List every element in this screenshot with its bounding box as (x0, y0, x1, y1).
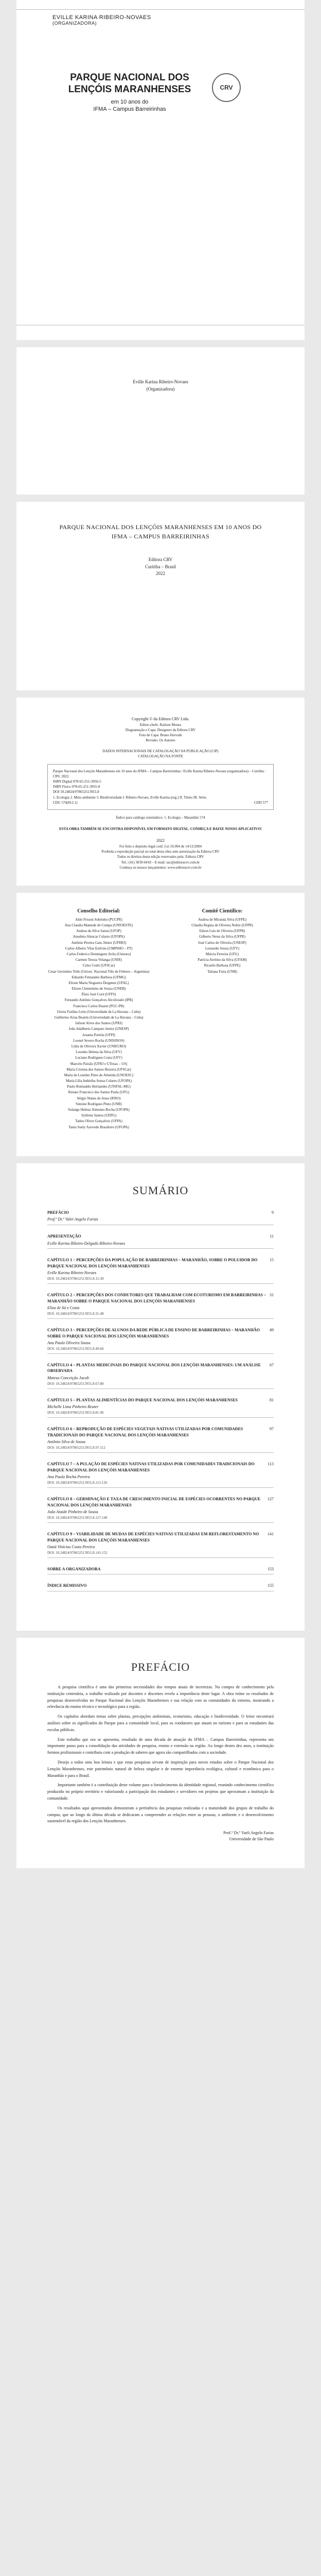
toc-title: SUMÁRIO (132, 1183, 189, 1197)
credits-block (47, 722, 274, 743)
toc-entry-divider (47, 1318, 274, 1319)
toc-entry[interactable] (47, 1233, 274, 1249)
editorial-member: Aldo Frisoni Sobrinho (PUCPR) (75, 917, 122, 922)
cip-subheader: CATALOGAÇÃO NA FONTE (138, 754, 183, 758)
toc-entry-doi[interactable]: DOI: 10.24824/978652513955.8.81-96 (47, 1411, 104, 1415)
toc-entry-page: 141 (268, 1531, 274, 1536)
toc-entry-author: Prof.º Dr.º Valei Angelo Farias (47, 1217, 98, 1222)
toc-entry-doi[interactable]: DOI: 10.24824/978652513955.8.49-66 (47, 1346, 104, 1351)
cip-box (47, 764, 274, 810)
toc-entry-head (47, 1210, 274, 1216)
toc-entry-page: 153 (268, 1566, 274, 1571)
editorial-member: Andrea da Silva Sansá (UFOP) (76, 929, 121, 934)
title-page-publisher-block (58, 556, 263, 578)
editorial-member: Maria de Lourdes Pinto de Almeida (UNOESC) (64, 1073, 134, 1077)
toc-entry-author: Eville Karina Ribeiro-Novaes (47, 1270, 97, 1276)
toc-entry-head (47, 1257, 274, 1269)
toc-entry-head (47, 1292, 274, 1304)
toc-entry[interactable] (47, 1292, 274, 1319)
toc-entry-page: 155 (268, 1583, 274, 1588)
half-title-role: (Organizadora) (146, 386, 175, 392)
toc-entry-title: APRESENTAÇÃO (47, 1233, 81, 1239)
contact-line: Tel.: (41) 3039-6418 – E-mail: sac@editoracrv.com.br (121, 860, 200, 865)
credit-line: Foto de Capa: Bruno Horvath (139, 733, 182, 738)
preface-body (47, 1684, 274, 1825)
cip-isbn-digital: ISBN Digital 978-65-251-3956-5 (53, 779, 101, 784)
toc-entry[interactable] (47, 1566, 274, 1575)
toc-entry-title: CAPÍTULO 5 – PLANTAS ALIMENTÍCIAS DO PARQUE NACIONAL DOS LENÇÓIS MARANHENSES (47, 1397, 238, 1402)
editorial-council-list (47, 917, 150, 1130)
editorial-member: Eduardo Fernandes Barbosa (UFMG) (72, 975, 126, 979)
preface-paragraph: Os capítulos abordam temas sobre plantas, percepções ambientais, ecoturismo, educação e biodiversidade. O leitor encontrará análises sobre os significados do Parque para a comunidade local, para os condutores que atuam no turismo e para os estudantes das escolas públicas. (47, 1714, 274, 1732)
editorial-member: Elizeu Clementino de Souza (UNEB) (72, 987, 126, 991)
publisher-logo (212, 73, 241, 102)
toc-entry-title: CAPÍTULO 4 – PLANTAS MEDICINAIS DO PARQUE NACIONAL DOS LENÇÓIS MARANHENSES: UM ANÁLISE OBSERVADA (47, 1362, 261, 1374)
toc-entry[interactable] (47, 1583, 274, 1591)
toc-entry-page: 49 (270, 1327, 274, 1332)
cip-header: DADOS INTERNACIONAIS DE CATALOGAÇÃO NA PUBLICAÇÃO (CIP) (102, 749, 219, 753)
toc-entry-doi[interactable]: DOI: 10.24824/978652513955.8.31-48 (47, 1311, 104, 1316)
editorial-member: Jailson Alves dos Santos (UFRJ) (75, 1021, 122, 1026)
editorial-member: Lídia de Oliveira Xavier (UNIEURO) (71, 1044, 127, 1048)
toc-entry-divider (47, 1452, 274, 1453)
preface-title: PREFÁCIO (131, 1660, 190, 1674)
scientific-committee-list (171, 917, 274, 975)
preface-signature-block (47, 1830, 274, 1842)
site-line: Conheça os nossos lançamentos: www.editoracrv.com.br (119, 865, 202, 870)
toc-entry-title: SOBRE A ORGANIZADORA (47, 1566, 101, 1571)
toc-entry-author: Antônio Silva de Sousa (47, 1439, 85, 1445)
table-of-contents (16, 1156, 305, 1631)
toc-entry-doi[interactable]: DOI: 10.24824/978652513955.8.67-80 (47, 1381, 104, 1386)
toc-entry-author: Mateus Conceição Jacob (47, 1376, 89, 1381)
editorial-member: Leonel Severo Rocha (UNISINOS) (73, 1038, 124, 1043)
editorial-member: João Adalberto Campato Junior (UNESP) (68, 1027, 129, 1031)
toc-entry-page: 81 (270, 1397, 274, 1402)
toc-entry-divider (47, 1388, 274, 1389)
rights-line: Proibida a reprodução parcial ou total desta obra sem autorização da Editora CRV (101, 850, 220, 854)
rights-line-2: Todos os direitos desta edição reservados pela: Editora CRV (117, 855, 204, 859)
toc-entry-title: CAPÍTULO 3 – PERCEPÇÕES DE ALUNOS DA REDE PÚBLICA DE ENSINO DE BARREIRINHAS – MARANHÃO SOBRE O PARQUE NACIONAL DOS LENÇÓIS MARANHENSES (47, 1327, 260, 1338)
editorial-council (47, 908, 150, 1130)
cip-isbn-print: ISBN Físico 978-65-251-3955-8 (53, 785, 100, 789)
cover-subtitle: em 10 anos do (111, 98, 149, 105)
council-page (16, 886, 305, 1156)
toc-entry-page: 11 (270, 1233, 274, 1239)
toc-entry-title: CAPÍTULO 1 – PERCEPÇÕES DA POPULAÇÃO DE BARREIRINHAS – MARANHÃO, SOBRE O POLUIDOR DO PARQUE NACIONAL DOS LENÇÓIS MARANHENSES (47, 1258, 258, 1268)
toc-entry-divider (47, 1487, 274, 1488)
half-title-name: Eville Karina Ribeiro-Novaes (133, 379, 188, 384)
toc-entry-title: CAPÍTULO 6 – REPRODUÇÃO DE ESPÉCIES VEGETAIS NATIVAS UTILIZADAS POR COMUNIDADES TRADICIONAIS DO PARQUE NACIONAL DOS LENÇÓIS MARANHENSES (47, 1427, 243, 1437)
toc-entry-page: 9 (272, 1210, 274, 1215)
toc-entry-author: Eville Karina Ribeiro-Delgado Ribeiro-Novaes (47, 1241, 126, 1246)
editorial-member: Elione Maria Nogueira Diogenes (UFAL) (68, 980, 129, 985)
toc-entry-head (47, 1496, 274, 1508)
toc-entry[interactable] (47, 1496, 274, 1523)
editorial-member: Sydione Santos (UEPG) (81, 1113, 117, 1118)
credit-line: Editor-chefe: Railson Moura (139, 723, 182, 727)
title-page (16, 495, 305, 690)
editorial-member: Lourdes Helena da Silva (UFV) (76, 1050, 122, 1055)
half-title-page (16, 340, 305, 495)
editorial-member: Sérgio Nunes de Jesus (IFRO) (77, 1096, 121, 1100)
toc-entry-title: CAPÍTULO 9 – VIABILIDADE DE MUDAS DE ESPÉCIES NATIVAS UTILIZADAS EM REFLORESTAMENTO NO PARQUE NACIONAL DOS LENÇÓIS MARANHENSES (47, 1531, 259, 1543)
cip-cdd: CDD 577 (254, 800, 268, 805)
document-page (16, 0, 305, 1868)
toc-entry-doi[interactable]: DOI: 10.24824/978652513955.8.113-126 (47, 1480, 108, 1485)
toc-entry[interactable] (47, 1327, 274, 1354)
editorial-member: Tadeu Oliver Gonçalves (UFPA) (75, 1119, 122, 1124)
title-page-title: PARQUE NACIONAL DOS LENÇÓIS MARANHENSES EM 10 ANOS DO IFMA – CAMPUS BARREIRINHAS (59, 523, 262, 540)
scientific-member: Andrea de Miranda Silva (UFPE) (198, 917, 247, 922)
toc-entry-title: PREFÁCIO (47, 1210, 69, 1215)
legal-deposit: Foi feito o depósito legal conf. Lei 10.994 de 14/12/2004 (119, 844, 202, 849)
editorial-member: Carmen Tereza Velanga (UNIR) (75, 958, 122, 962)
catalog-page (16, 690, 305, 886)
title-page-year: 2022 (156, 571, 165, 576)
publisher-logo-text: CRV (220, 84, 233, 91)
toc-entry-page: 127 (268, 1496, 274, 1501)
credit-line: Revisão: Os Autores (146, 738, 175, 743)
editorial-member: Maria Cristina dos Santos Bezerra (UFSCar) (66, 1067, 131, 1072)
toc-entry-page: 31 (270, 1293, 274, 1298)
preface-paragraph: A pesquisa científica é uma das primeiras necessidades dos tempos atuais de incertezas. Na compra de conhecimento pela instituição centenária, o trabalho realizado por docentes e discentes revela a importância deste lugar. A obra reúne os resultados de pesquisas desenvolvidas no Parque Nacional dos Lençóis Maranhenses e sua relação com as comunidades do entorno, mostrando a relevância do ensino técnico e tecnológico para a região. (47, 1685, 274, 1709)
toc-entry-page: 113 (268, 1462, 274, 1467)
toc-entry[interactable] (47, 1362, 274, 1389)
toc-entry-head (47, 1327, 274, 1339)
cover-subtitle2: IFMA – Campus Barreirinhas (93, 106, 166, 112)
copyright-line: Copyright © da Editora CRV Ltda. (132, 717, 189, 721)
toc-entry-author: João Ataíde Pinheiro de Sousa (47, 1510, 98, 1515)
scientific-committee-title: Comitê Científico: (202, 908, 243, 914)
toc-entry-page: 67 (270, 1362, 274, 1367)
toc-entry[interactable] (47, 1397, 274, 1418)
toc-entry-head (47, 1531, 274, 1543)
preface-paragraph: Desejo a todos uma boa leitura e que estas pesquisas sirvam de inspiração para novos estudos sobre o Parque Nacional dos Lençóis Maranhenses, este patrimônio natural de beleza singular e de enorme importância ecológica, cultural e econômica para o Maranhão e para o Brasil. (47, 1759, 274, 1778)
toc-entry-author: Eliza de Sá e Costa (47, 1306, 80, 1311)
editorial-member: Solange Helena Ximenes-Rocha (UFOPA) (68, 1108, 130, 1112)
editorial-member: Renato Francisco dos Santos Paula (UFG) (68, 1090, 130, 1095)
scientific-member: Edson Luís de Oliveira (UFPR) (199, 929, 245, 934)
editorial-member: Gloria Fariñas León (Universidade de La Havana – Cuba) (57, 1009, 141, 1014)
catalog-index: Índice para catálogo sistemático: 1. Ecologia – Maranhão 574 (116, 815, 205, 820)
toc-entry-doi[interactable]: DOI: 10.24824/978652513955.8.97-112 (47, 1445, 105, 1450)
toc-entry[interactable] (47, 1531, 274, 1558)
toc-entry[interactable] (47, 1426, 274, 1453)
editorial-member: Guillermo Arias Beatón (Universidade de La Havana – Cuba) (54, 1015, 144, 1020)
editorial-council-title: Conselho Editorial: (77, 908, 120, 914)
toc-entry-divider (47, 1417, 274, 1418)
cover-bottom-rule (16, 325, 305, 326)
toc-entry-divider (47, 1353, 274, 1354)
toc-entry-page: 15 (270, 1258, 274, 1263)
editorial-member: Marcelo Paixão (UFRJ e UTexas – US) (70, 1061, 128, 1066)
toc-entry-divider (47, 1557, 274, 1558)
toc-entry-head (47, 1461, 274, 1473)
cover-title-line1: PARQUE NACIONAL DOS (70, 72, 189, 83)
digital-notice: ESTA OBRA TAMBÉM SE ENCONTRA DISPONÍVEL EM FORMATO DIGITAL. CONHEÇA E BAIXE NOSSO APLICATIVO! (59, 826, 262, 831)
toc-entry-head (47, 1362, 274, 1374)
toc-entry-head (47, 1566, 274, 1572)
toc-entry-head (47, 1397, 274, 1403)
editorial-member: Élsio José Corá (UFFS) (81, 992, 116, 997)
title-page-publisher: Editora CRV (148, 557, 173, 562)
toc-entry[interactable] (47, 1257, 274, 1284)
toc-entry-head (47, 1426, 274, 1438)
editorial-member: Celso Conti (UFSCar) (82, 963, 115, 968)
cover-editor (52, 14, 151, 26)
editorial-member: Simone Rodrigues Pinto (UNB) (76, 1101, 122, 1106)
editorial-member: Ana Claudia Mamede de Cumpa (UNIOESTE) (64, 923, 133, 927)
scientific-member: Tatiana Faria (UNB) (207, 969, 237, 974)
toc-entry-author: Ana Paula Rocha Pereira (47, 1475, 90, 1480)
toc-entry-head (47, 1233, 274, 1240)
scientific-member: Cláudia Regina de Oliveira Nobre (UFPR) (191, 923, 253, 927)
preface-signature-institution: Universidade de São Paulo (229, 1837, 274, 1842)
toc-entry-title: ÍNDICE REMISSIVO (47, 1583, 87, 1588)
preface-paragraph: Importante também é a contribuição deste volume para o fortalecimento da identidade regional, reunindo conhecimento científico produzido no próprio território e valorizando a participação dos estudantes e servidores em projetos que aproximam a instituição da comunidade. (47, 1783, 274, 1801)
preface-paragraph: Este trabalho que ora se apresenta, resultado de uma década de atuação do IFMA – Campus Barreirinhas, representa um importante passo para a consolidação das atividades de pesquisa, ensino e extensão na região. Ao longo destes dez anos, a instituição formou profissionais e contribuiu com a produção de saberes que agora são compartilhados com a sociedade. (47, 1737, 274, 1755)
scientific-member: Márcia Ferreira (UFG) (205, 952, 239, 956)
scientific-member: Leonardo Souza (UFV) (205, 946, 240, 951)
toc-entry-divider (47, 1283, 274, 1284)
scientific-committee (171, 908, 274, 1130)
toc-entry-head (47, 1583, 274, 1589)
toc-entry-divider (47, 1248, 274, 1249)
editorial-member: Cesar Gerónimo Tello (Univer. Nacional Três de Febrero – Argentina) (48, 969, 150, 974)
editorial-member: Luciano Rodrigues Costa (UFV) (75, 1056, 122, 1060)
scientific-member: Patrícia Avelino da Silva (UFAM) (198, 958, 247, 962)
editorial-member: Fernando Antônio Gonçalves Alcoforado (IPB) (64, 998, 133, 1003)
toc-entry-author: Michelle Lima Pinheiro Reuter (47, 1404, 99, 1410)
editorial-member: Maria Lília Imbiriba Sousa Colares (UFOPA) (66, 1079, 132, 1083)
cip-doi: DOI 10.24824/978652513955.8 (53, 790, 99, 794)
toc-entry-author: Ana Paula Oliveira Sousa (47, 1341, 91, 1346)
toc-entry[interactable] (47, 1210, 274, 1225)
cover-editor-name: EVILLE KARINA RIBEIRO-NOVAES (52, 14, 151, 21)
toc-entry-title: CAPÍTULO 8 – GERMINAÇÃO E TAXA DE CRESCIMENTO INICIAL DE ESPÉCIES OCORRENTES NO PARQUE NACIONAL DOS LENÇÓIS MARANHENSES (47, 1496, 261, 1507)
toc-entry-doi[interactable]: DOI: 10.24824/978652513955.8.15-30 (47, 1276, 104, 1281)
toc-entries (47, 1210, 274, 1591)
toc-entry-title: CAPÍTULO 2 – PERCEPÇÕES DOS CONDUTORES QUE TRABALHAM COM ECOTURISMO EM BARREIRINHAS – MARANHÃO SOBRE O PARQUE NACIONAL DOS LENÇÓIS MARANHENSES (47, 1293, 266, 1303)
editorial-member: Josania Portela (UFPI) (82, 1032, 115, 1037)
cip-subjects: 1. Ecologia 2. Meio ambiente 3. Biodiversidade I. Ribeiro-Novaes, Eville Karina (org.) II. Título III. Série. (53, 795, 207, 800)
editorial-member: Francisco Carlos Duarte (PUC-PR) (73, 1004, 124, 1008)
editorial-member: Anselmo Alencar Colares (UFOPA) (73, 935, 125, 939)
credit-line: Diagramação e Capa: Designers da Editora CRV (125, 728, 196, 733)
toc-entry-doi[interactable]: DOI: 10.24824/978652513955.8.141-152 (47, 1550, 108, 1555)
toc-entry[interactable] (47, 1461, 274, 1488)
editorial-member: Antônio Pereira Gaio Júnior (UFRRJ) (71, 940, 127, 945)
toc-entry-page: 97 (270, 1427, 274, 1432)
editorial-member: Tania Suely Azevedo Brasileiro (UFOPA) (68, 1125, 129, 1129)
toc-entry-title: CAPÍTULO 7 – A PULAÇÃO DE ESPÉCIES NATIVAS UTILIZADAS POR COMUNIDADES TRADICIONAIS DO PARQUE NACIONAL DOS LENÇÓIS MARANHENSES (47, 1462, 255, 1472)
cover-title-line2: LENÇÓIS MARANHENSES (68, 83, 191, 95)
title-page-city: Curitiba – Brasil (145, 564, 176, 569)
cover-top-rule (16, 9, 305, 10)
editorial-member: Carlos Federico Domínguez Avila (Unieuro) (66, 952, 131, 956)
editorial-member: Carlos Alberto Vilar Estêvão (UMINHO – PT) (65, 946, 133, 951)
cip-entry: Parque Nacional dos Lençóis Maranhenses em 10 anos do IFMA – Campus Barreirinhas / Eville Karina Ribeiro-Novaes (organizadora) – Curitiba : CRV, 2022. (53, 769, 266, 778)
toc-entry-doi[interactable]: DOI: 10.24824/978652513955.8.127-140 (47, 1515, 108, 1520)
cip-cdu: CDU 574(812.1) (53, 800, 78, 805)
preface-signature: Prof.º Dr.º Vaeli Angelo Farias (223, 1831, 274, 1836)
toc-entry-divider (47, 1522, 274, 1523)
scientific-member: Ricardo Barbosa (UFPE) (204, 963, 241, 968)
cover-editor-role: (ORGANIZADORA) (52, 21, 97, 26)
preface-paragraph: Os resultados aqui apresentados demonstram a pertinência das pesquisas realizadas e a maturidade dos grupos de trabalho do campus, que ao longo da última década se dedicaram a compreender as relações entre as pessoas, o ambiente e o desenvolvimento sustentável da região dos Lençóis Maranhenses. (47, 1805, 274, 1824)
book-cover (16, 0, 305, 340)
cip-classification (53, 800, 268, 805)
preface-section (16, 1631, 305, 1868)
cover-title-block (52, 72, 207, 112)
editorial-member: Paulo Romualdo Hernandes (UNIFAL-MG) (67, 1084, 131, 1089)
toc-entry-author: Oaná Vinícius Costa Pereira (47, 1545, 95, 1550)
scientific-member: Gilberto Neres da Silva (UFPR) (199, 935, 245, 939)
catalog-year: 2022 (156, 838, 165, 843)
scientific-member: José Carlos de Oliveira (UNESP) (198, 940, 246, 945)
